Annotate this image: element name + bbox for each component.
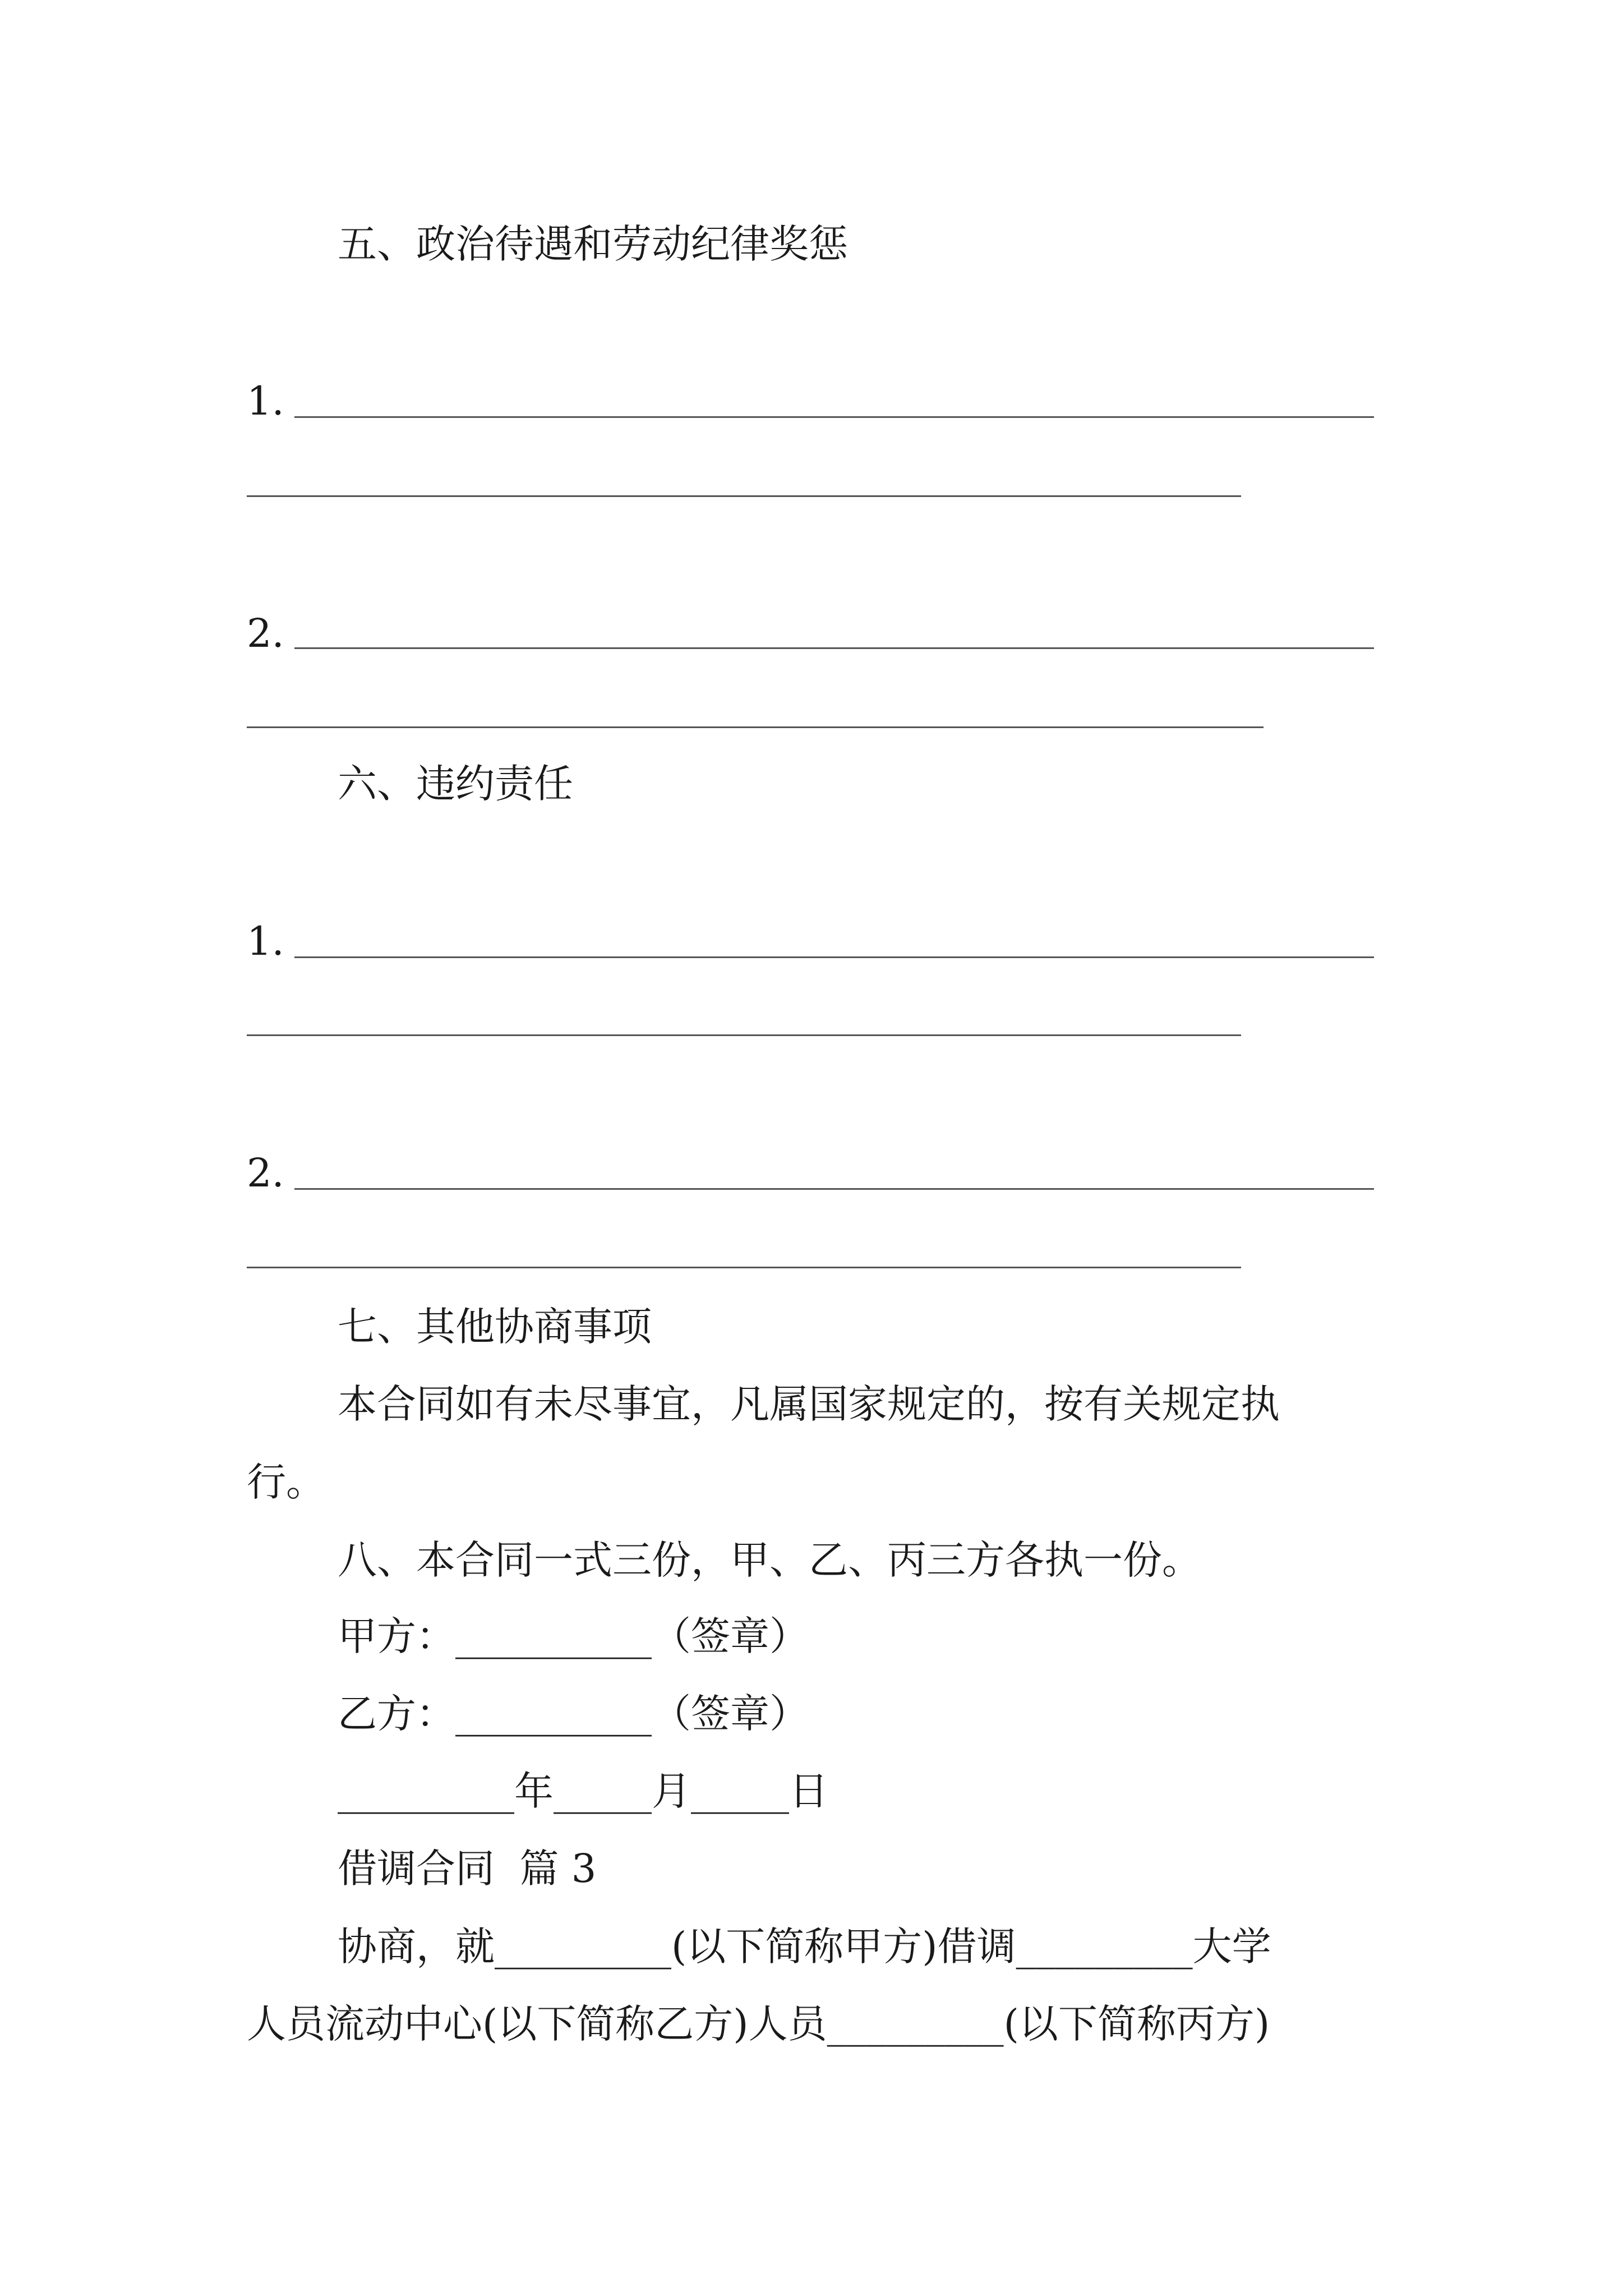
section-6-item-2-number: 2.: [247, 1150, 284, 1196]
contract-3-title: 借调合同 篇 3: [338, 1846, 597, 1892]
section-5-item-2-blank-line: [294, 647, 1374, 649]
party-b-blank: __________: [455, 1691, 652, 1737]
date-month-blank: _____: [554, 1768, 652, 1814]
section-5-item-1-continuation-line: [247, 495, 1241, 497]
party-b-label: 乙方：: [338, 1691, 455, 1737]
contract-3-line-1-part-a: 协商，就: [338, 1924, 495, 1970]
date-day-blank: _____: [691, 1768, 789, 1814]
section-6-item-1-number: 1.: [247, 918, 284, 964]
contract-3-line-1-blank-2: _________: [1016, 1924, 1193, 1970]
section-6-item-2-blank-line: [294, 1188, 1374, 1190]
section-5-item-2-continuation-line: [247, 726, 1264, 728]
party-b-signature-line: [338, 1691, 809, 1737]
date-line: [338, 1768, 828, 1814]
party-b-seal-note: （签章）: [652, 1691, 809, 1737]
section-7-paragraph-line-2: 行。: [247, 1459, 325, 1505]
contract-3-line-1-part-c: 大学: [1192, 1924, 1271, 1970]
contract-3-line-1-blank-1: _________: [495, 1924, 671, 1970]
party-a-signature-line: [338, 1613, 809, 1659]
party-a-label: 甲方：: [338, 1613, 455, 1659]
section-7-paragraph-line-1: 本合同如有未尽事宜，凡属国家规定的，按有关规定执: [338, 1381, 1280, 1427]
section-5-item-1-blank-line: [294, 416, 1374, 418]
party-a-seal-note: （签章）: [652, 1613, 809, 1659]
date-day-label: 日: [789, 1768, 828, 1814]
section-6-item-1-continuation-line: [247, 1034, 1241, 1036]
contract-3-line-2-blank: _________: [827, 2001, 1004, 2047]
date-year-blank: _________: [338, 1768, 514, 1814]
section-6-item-1-blank-line: [294, 956, 1374, 958]
section-8-text: 八、本合同一式三份，甲、乙、丙三方各执一份。: [338, 1537, 1201, 1583]
section-6-item-2-continuation-line: [247, 1267, 1241, 1268]
section-7-heading: 七、其他协商事项: [338, 1304, 652, 1350]
contract-3-line-1: [338, 1924, 1271, 1970]
contract-3-line-2: [247, 2001, 1270, 2047]
contract-3-line-2-part-b: (以下简称丙方): [1003, 2001, 1270, 2047]
section-6-heading: 六、违约责任: [338, 761, 573, 807]
contract-3-line-1-part-b: (以下简称甲方)借调: [671, 1924, 1016, 1970]
section-5-item-1-number: 1.: [247, 378, 284, 424]
contract-3-line-2-part-a: 人员流动中心(以下简称乙方)人员: [247, 2001, 827, 2047]
section-5-heading: 五、政治待遇和劳动纪律奖惩: [338, 221, 848, 267]
section-5-item-2-number: 2.: [247, 610, 284, 656]
date-year-label: 年: [514, 1768, 554, 1814]
date-month-label: 月: [652, 1768, 691, 1814]
party-a-blank: __________: [455, 1613, 652, 1659]
